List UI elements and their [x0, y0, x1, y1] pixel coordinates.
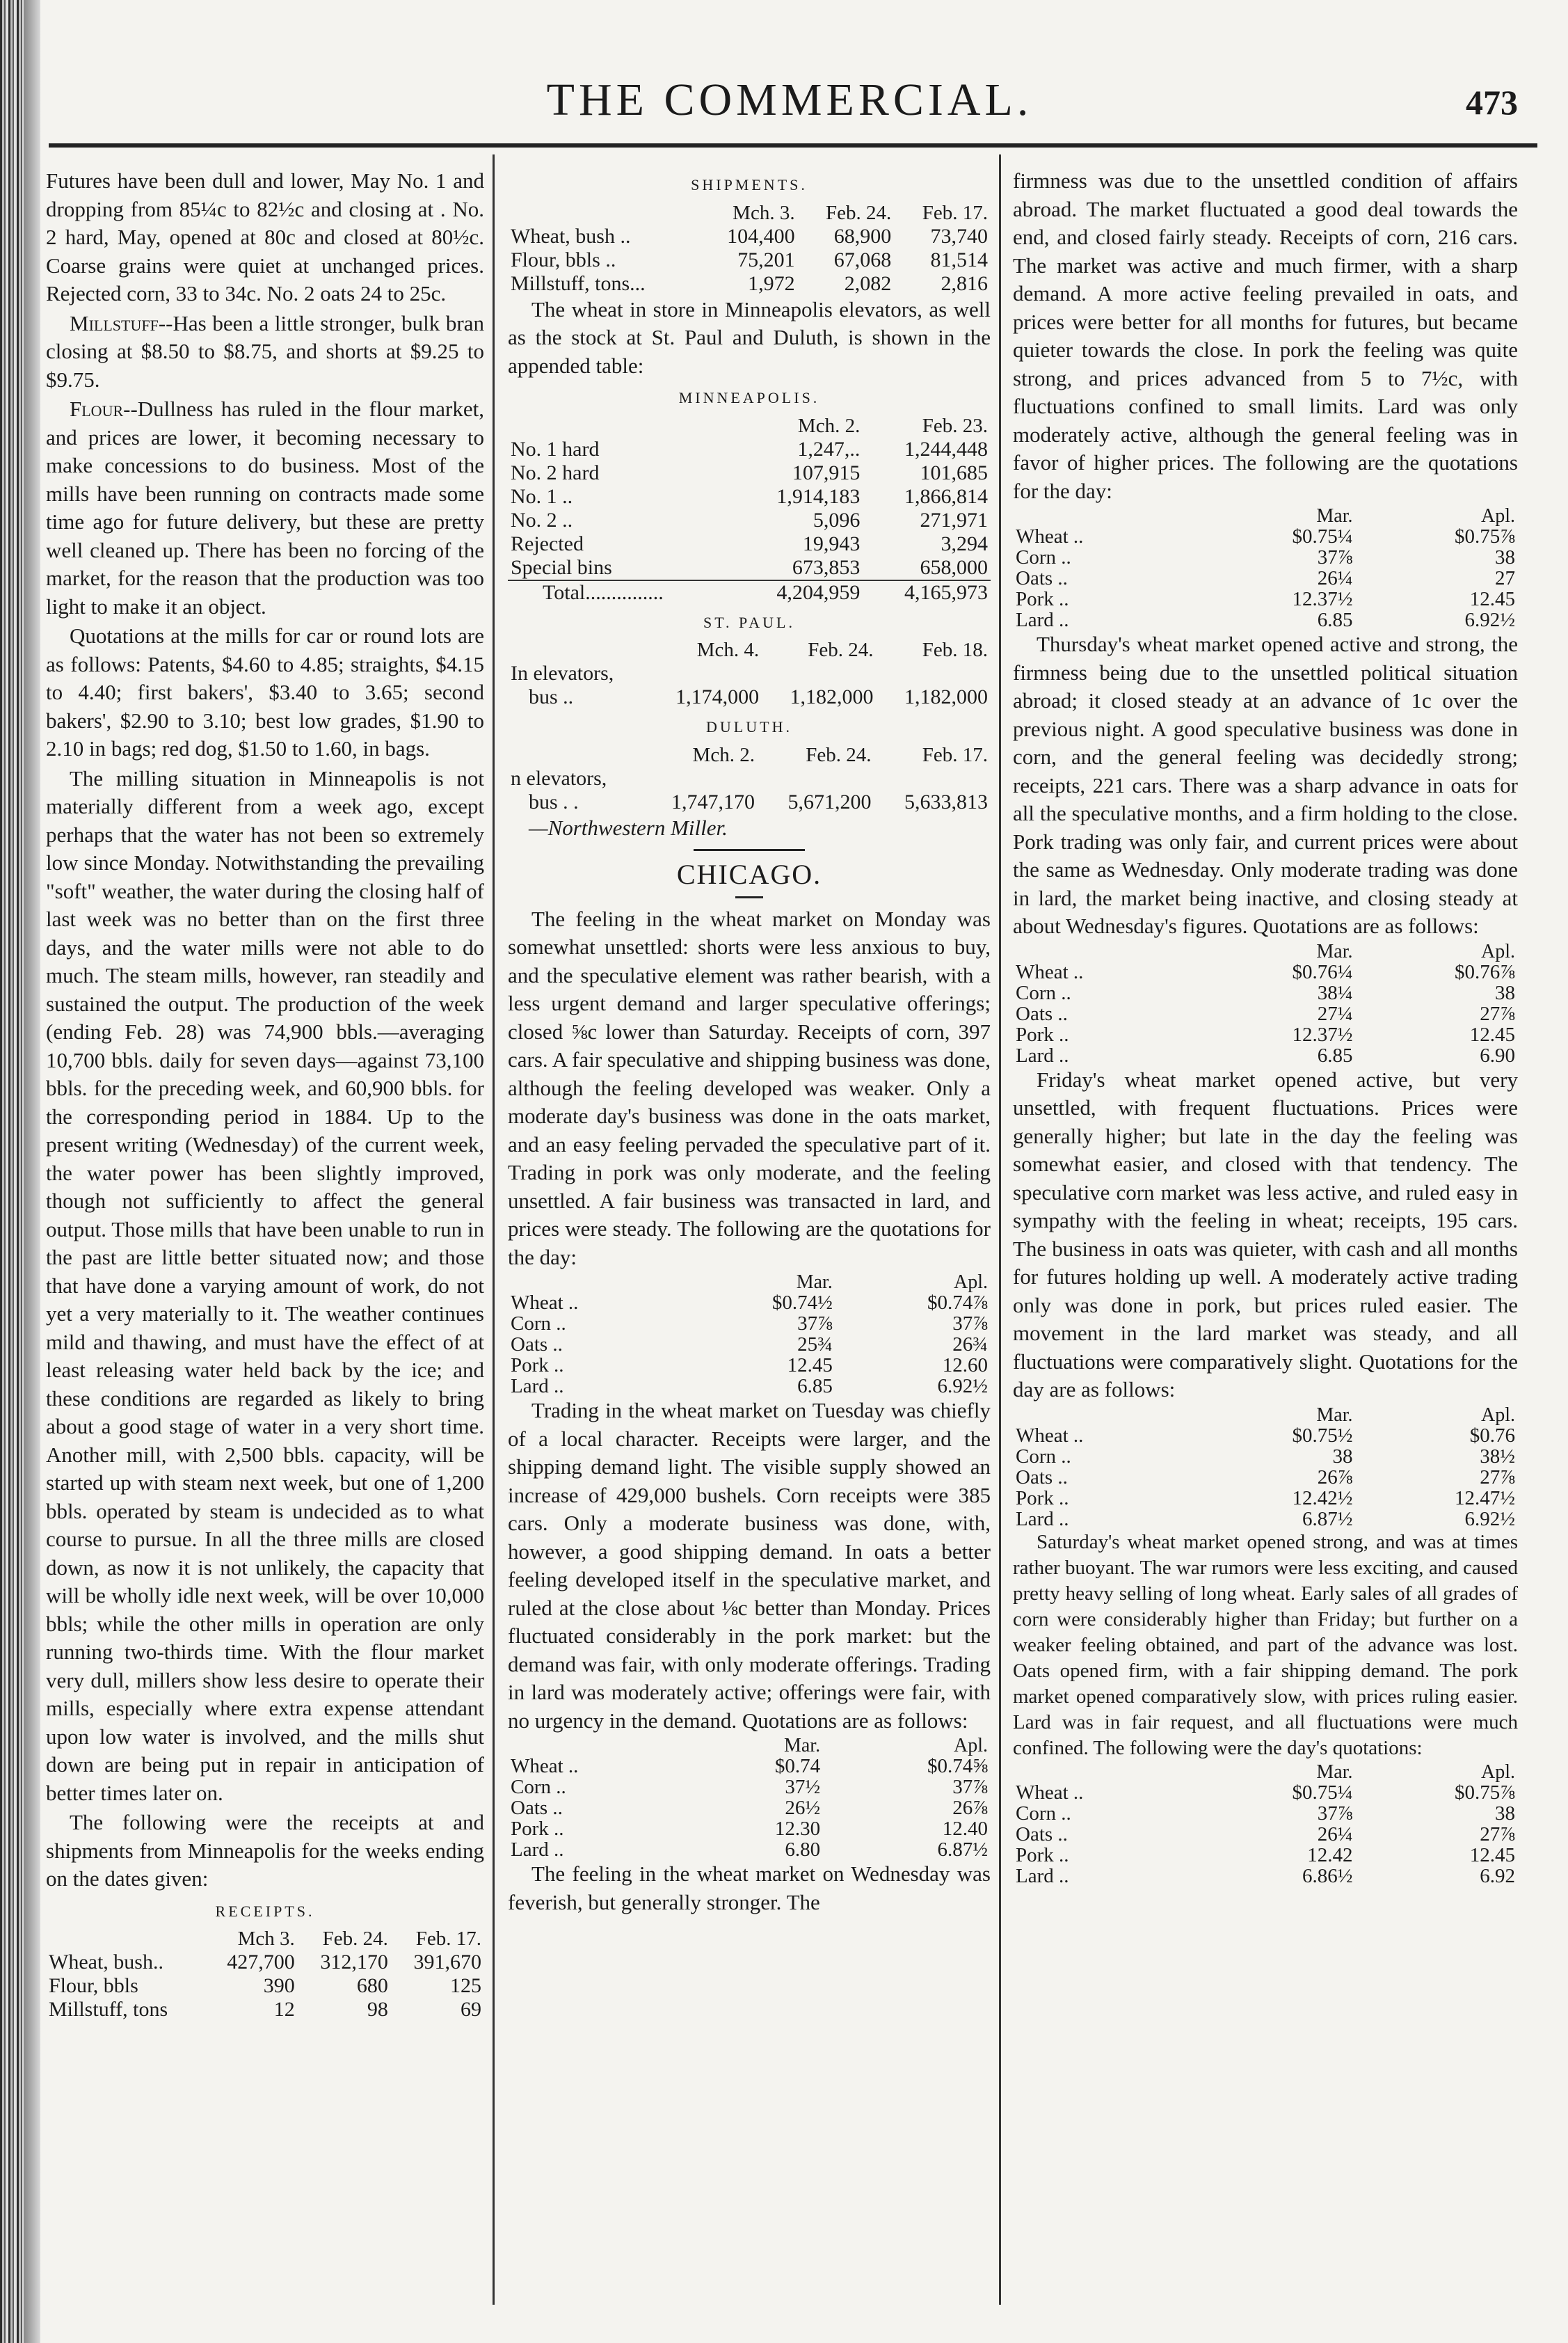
price: 12.47½ [1455, 1486, 1515, 1509]
row-label: No. 1 .. [511, 484, 573, 508]
commodity: Oats .. [1016, 1002, 1068, 1025]
price: 26¼ [1317, 567, 1353, 589]
table-row [1013, 1866, 1518, 1887]
cell: 73,740 [930, 224, 988, 248]
commodity: Oats .. [1016, 1822, 1068, 1845]
masthead-title: THE COMMERCIAL. [546, 74, 1033, 125]
price: 6.85 [797, 1375, 833, 1397]
row-label: No. 1 hard [511, 437, 600, 461]
row-label: Flour, bbls [49, 1974, 138, 1997]
price: 25¾ [797, 1333, 833, 1356]
table-row [508, 662, 991, 685]
table-row [508, 225, 991, 248]
duluth-col-head: Feb. 24. [806, 743, 872, 766]
quotes-wednesday [1013, 507, 1518, 630]
cell: 427,700 [227, 1951, 295, 1973]
commodity: Pork .. [511, 1818, 564, 1840]
commodity: Corn .. [1016, 546, 1071, 569]
price: $0.76⅞ [1455, 960, 1515, 983]
price: $0.74½ [771, 1292, 833, 1314]
mpls-col-head: Feb. 23. [922, 414, 988, 437]
lead-millstuff: Millstuff [70, 310, 159, 335]
quote-col-head: Mar. [1316, 940, 1353, 962]
row-label: Rejected [511, 532, 584, 555]
price: 12.37½ [1292, 1023, 1353, 1046]
page-number: 473 [1466, 83, 1518, 122]
mpls-col-head: Mch. 2. [797, 414, 861, 437]
cell: 104,400 [727, 224, 795, 248]
binding-edge [0, 0, 24, 2343]
price: 27⅞ [1480, 1002, 1515, 1025]
cell: 658,000 [920, 555, 988, 579]
commodity: Wheat .. [511, 1292, 579, 1314]
price: $0.76¼ [1292, 960, 1353, 983]
table-row [1013, 1467, 1518, 1488]
price: 38½ [1480, 1445, 1515, 1468]
cell: 107,915 [792, 461, 861, 484]
table-row [1013, 962, 1518, 983]
commodity: Wheat .. [511, 1755, 579, 1777]
quote-col-head: Mar. [783, 1735, 821, 1756]
shipments-table [508, 201, 991, 296]
table-row [1013, 547, 1518, 568]
table-row [1013, 983, 1518, 1003]
table-row [508, 1334, 991, 1355]
cell: 1,174,000 [675, 685, 760, 708]
price: 6.87½ [937, 1838, 988, 1861]
price: 27 [1495, 567, 1515, 589]
price: 12.40 [942, 1818, 988, 1840]
price: 26⅞ [952, 1797, 988, 1819]
table-row [508, 272, 991, 296]
shipments-col-head: Mch. 3. [733, 201, 795, 224]
paragraph-quotations-mills: Quotations at the mills for car or round lots are as follows: Patents, $4.60 to 4.85; straights, $4.15 to 4.40; first bakers', $3.40 to 3.65; second bakers', $2.90 to 3.10; best low grades, $1.90 to 2.10 in bags; red dog, $1.50 to 1.60, in bags. [46, 624, 484, 761]
price: 37½ [785, 1776, 821, 1798]
table-row [1013, 589, 1518, 610]
quotes-friday [1013, 1406, 1518, 1530]
table-row [46, 1951, 484, 1974]
table-row [1013, 1782, 1518, 1803]
cell: 5,633,813 [904, 790, 988, 813]
price: 38 [1495, 546, 1515, 569]
price: 6.87½ [1302, 1507, 1353, 1530]
column-3 [1013, 167, 1518, 1887]
table-row [1013, 1488, 1518, 1509]
duluth-table [508, 743, 991, 814]
paragraph-saturday: Saturday's wheat market opened strong, and was at times rather buoyant. The war rumors were less exciting, and caused pretty heavy selling of long wheat. Early sales of all grades of corn were considerably higher than Friday; but further on a weaker feeling obtained, and part of the advance was lost. Oats opened firm, with a fair shipping demand. The pork market opened comparatively slow, with prices ruling easier. Lard was in fair request, and all fluctuations were much confined. The following were the day's quotations: [1013, 1530, 1518, 1759]
stpaul-col-head: Feb. 18. [922, 639, 988, 661]
price: 37⅞ [952, 1776, 988, 1798]
row-label: bus .. [529, 685, 574, 708]
table-row [1013, 1024, 1518, 1045]
price: 27⅞ [1480, 1822, 1515, 1845]
cell: 5,096 [813, 508, 861, 532]
table-row [508, 1355, 991, 1376]
table-row [1013, 526, 1518, 547]
row-label: No. 2 hard [511, 461, 600, 484]
commodity: Pork .. [1016, 1486, 1069, 1509]
quotes-saturday [1013, 1763, 1518, 1887]
section-rule-short [735, 896, 763, 898]
cell: 1,182,000 [790, 685, 874, 708]
commodity: Pork .. [1016, 1843, 1069, 1866]
cell: 68,900 [833, 224, 892, 248]
row-label: Flour, bbls .. [511, 248, 616, 271]
commodity: Oats .. [1016, 1466, 1068, 1488]
row-label: bus . . [529, 790, 579, 813]
price: 12.42 [1307, 1843, 1353, 1866]
header-rule [49, 143, 1537, 148]
price: $0.75⅞ [1455, 525, 1515, 548]
price: 12.45 [1469, 1023, 1515, 1046]
paragraph-thursday: Thursday's wheat market opened active and strong, the firmness being due to the unsettled political situation abroad; it closed steady at an advance of 1c over the previous night. A good speculative business was done in corn, and the general feeling was decidedly strong; receipts, 221 cars. There was a sharp advance in oats for all the speculative months, and a firm holding to the close. Pork trading was only fair, and current prices were about the same as Wednesday. Only moderate trading was done in lard, the market being inactive, and closing steady at about Wednesday's figures. Quotations are as follows: [1013, 632, 1518, 938]
cell: 81,514 [930, 248, 988, 271]
price: $0.75⅞ [1455, 1781, 1515, 1804]
st-paul-table [508, 638, 991, 709]
cell: 673,853 [792, 555, 861, 579]
stpaul-col-head: Feb. 24. [808, 639, 874, 661]
shipments-col-head: Feb. 24. [826, 201, 892, 224]
commodity: Oats .. [511, 1797, 563, 1819]
price: 37⅞ [952, 1312, 988, 1335]
commodity: Wheat .. [1016, 1424, 1084, 1447]
cell: 125 [450, 1974, 481, 1997]
price: 6.80 [785, 1838, 821, 1861]
price: $0.75¼ [1292, 1781, 1353, 1804]
paragraph-millstuff [46, 310, 484, 395]
cell: 1,244,448 [904, 437, 988, 461]
minneapolis-label: MINNEAPOLIS. [678, 389, 820, 406]
price: $0.75½ [1292, 1424, 1353, 1447]
commodity: Wheat .. [1016, 960, 1084, 983]
cell: 12 [273, 1998, 295, 2021]
price: 38¼ [1317, 981, 1353, 1004]
cell: 271,971 [920, 508, 988, 532]
quotes-thursday [1013, 942, 1518, 1066]
table-row [1013, 1803, 1518, 1824]
table-row [1013, 1845, 1518, 1866]
table-row [1013, 1824, 1518, 1845]
commodity: Lard .. [1016, 1864, 1069, 1887]
table-row [1013, 1425, 1518, 1446]
binding-shadow [24, 0, 40, 2343]
table-row [508, 556, 991, 580]
attribution: —Northwestern Miller. [529, 815, 728, 840]
table-row [508, 767, 991, 791]
paragraph-wednesday-cont: firmness was due to the unsettled condition of affairs abroad. The market fluctuated a good deal towards the end, and closed fairly steady. Receipts of corn, 216 cars. The market was active and much firmer, with a sharp demand. A more active feeling prevailed in oats, and prices were better for all months for futures, but became quieter towards the close. In pork the feeling was quite strong, and prices advanced from 5 to 7½c, with fluctuations confined to small limits. Lard was only moderately active, although the general feeling was in favor of higher prices. The following are the quotations for the day: [1013, 168, 1518, 503]
paragraph-wheat-in-store: The wheat in store in Minneapolis elevators, as well as the stock at St. Paul and Duluth, is shown in the appended table: [508, 296, 991, 378]
table-row [508, 1797, 991, 1818]
table-row [46, 1998, 484, 2022]
price: 38 [1332, 1445, 1353, 1468]
price: 12.30 [774, 1818, 821, 1840]
cell: 1,182,000 [904, 685, 988, 708]
table-row [508, 685, 991, 709]
price: 6.86½ [1302, 1864, 1353, 1887]
price: $0.76 [1469, 1424, 1515, 1447]
commodity: Corn .. [1016, 1802, 1071, 1825]
cell: 391,670 [413, 1951, 481, 1973]
price: 12.60 [942, 1354, 988, 1376]
price: 26½ [785, 1797, 821, 1819]
cell: 390 [263, 1974, 295, 1997]
commodity: Oats .. [511, 1333, 563, 1356]
table-row [508, 1839, 991, 1860]
commodity: Corn .. [1016, 981, 1071, 1004]
duluth-col-head: Mch. 2. [692, 743, 755, 766]
cell: 67,068 [833, 248, 892, 271]
price: 26¾ [952, 1333, 988, 1356]
table-row [508, 1777, 991, 1797]
cell: 3,294 [941, 532, 988, 555]
row-label: Millstuff, tons [49, 1998, 168, 2021]
section-rule [694, 849, 805, 851]
commodity: Lard .. [1016, 1044, 1069, 1067]
cell: 5,671,200 [787, 790, 872, 813]
price: 6.92½ [937, 1375, 988, 1397]
column-1 [46, 167, 484, 2022]
cell: 1,247,.. [797, 437, 861, 461]
quote-col-head: Apl. [954, 1735, 988, 1756]
quotes-tuesday [508, 1736, 991, 1860]
cell: 19,943 [802, 532, 861, 555]
quote-col-head: Apl. [1481, 1404, 1515, 1426]
price: $0.74 [774, 1755, 821, 1777]
receipts-col-head: Feb. 24. [322, 1928, 388, 1950]
quote-col-head: Apl. [1481, 1761, 1515, 1783]
table-row [1013, 610, 1518, 630]
table-row [508, 438, 991, 461]
total-row [508, 580, 991, 605]
receipts-col-head: Mch 3. [237, 1928, 295, 1950]
stpaul-col-head: Mch. 4. [696, 639, 760, 661]
table-row [1013, 1003, 1518, 1024]
commodity: Lard .. [511, 1838, 564, 1861]
row-label: In elevators, [511, 662, 614, 685]
table-row [508, 461, 991, 485]
cell: 1,914,183 [776, 484, 861, 508]
minneapolis-table [508, 414, 991, 605]
table-row [508, 791, 991, 814]
page-header [42, 67, 1537, 134]
price: 6.85 [1317, 1044, 1353, 1067]
price: 26⅞ [1317, 1466, 1353, 1488]
cell: 69 [461, 1998, 481, 2021]
paragraph-friday: Friday's wheat market opened active, but very unsettled, with frequent fluctuations. Prices were generally higher; but late in the day the feeling was somewhat easier, and closed with that tendency. The speculative corn market was less active, and ruled easy in sympathy with the feeling in wheat; receipts, 195 cars. The business in oats was quieter, with cash and all months for futures holding up well. A moderately active trading only was done in pork, but prices ruled easier. The movement in the lard market was steady, and all fluctuations were comparatively slight. Quotations for the day are as follows: [1013, 1067, 1518, 1401]
cell: 680 [356, 1974, 388, 1997]
price: 6.85 [1317, 609, 1353, 631]
row-label: Wheat, bush .. [511, 224, 631, 248]
commodity: Corn .. [1016, 1445, 1071, 1468]
price: $0.74⅞ [927, 1292, 988, 1314]
table-row [46, 1974, 484, 1998]
price: 37⅞ [797, 1312, 833, 1335]
paragraph-receipts-intro: The following were the receipts at and shipments from Minneapolis for the weeks ending on the dates given: [46, 1810, 484, 1891]
quote-col-head: Apl. [1481, 940, 1515, 962]
price: 6.90 [1480, 1044, 1515, 1067]
price: 27¼ [1317, 1002, 1353, 1025]
price: 6.92½ [1464, 1507, 1515, 1530]
price: 27⅞ [1480, 1466, 1515, 1488]
price: 6.92 [1480, 1864, 1515, 1887]
paragraph-monday: The feeling in the wheat market on Monday was somewhat unsettled: shorts were less anxious to buy, and the speculative element was rather bearish, with a less urgent demand and larger speculative offerings; closed ⅝c lower than Saturday. Receipts of corn, 397 cars. A fair speculative and shipping business was done, although the feeling developed was weaker. Only a moderate day's business was done in the oats market, and an easy feeling pervaded the speculative part of it. Trading in pork was only moderate, and the feeling unsettled. A fair business was transacted in lard, and prices were steady. The following are the quotations for the day: [508, 906, 991, 1269]
row-label: Special bins [511, 555, 612, 579]
price: $0.75¼ [1292, 525, 1353, 548]
cell: 1,972 [748, 271, 795, 295]
commodity: Lard .. [511, 1375, 564, 1397]
quote-col-head: Mar. [1316, 1404, 1353, 1426]
commodity: Pork .. [1016, 1023, 1069, 1046]
paragraph-flour [46, 395, 484, 621]
quote-col-head: Mar. [1316, 1761, 1353, 1783]
row-label: Wheat, bush.. [49, 1951, 163, 1973]
table-row [508, 1313, 991, 1334]
table-row [508, 1756, 991, 1777]
paragraph-tuesday: Trading in the wheat market on Tuesday was chiefly of a local character. Receipts were larger, and the shipping demand light. The visible supply showed an increase of 429,000 bushels. Corn receipts were 385 cars. Only a moderate business was done, with, however, a good shipping demand. In oats a better feeling developed itself in the speculative market, and ruled at the close about ⅛c better than Monday. Prices fluctuated considerably in the pork market: but the demand was fair, with only moderate offerings. Trading in lard was moderately active; offerings were fair, with no urgency in the demand. Quotations are as follows: [508, 1398, 991, 1733]
cell: 1,747,170 [671, 790, 755, 813]
cell: 4,165,973 [904, 580, 988, 604]
commodity: Oats .. [1016, 567, 1068, 589]
cell: 98 [367, 1998, 388, 2021]
table-row [508, 1818, 991, 1839]
price: 37⅞ [1317, 546, 1353, 569]
text-millstuff: --Has been a little stronger, bulk bran closing at $8.50 to $8.75, and shorts at $9.25 to $9.75. [46, 310, 484, 392]
chicago-heading: CHICAGO. [676, 859, 822, 890]
table-row [508, 509, 991, 532]
cell: 1,866,814 [904, 484, 988, 508]
column-divider-1 [493, 154, 495, 2305]
commodity: Corn .. [511, 1312, 566, 1335]
text-flour: --Dullness has ruled in the flour market, and prices are lower, it becoming necessary to make concessions to do business. Most of the mills have been running on contracts made some time ago for future delivery, but these are pretty well cleaned up. There has been no forcing of the market, for the reason that the production was too light to make it an object. [46, 397, 484, 619]
quote-col-head: Mar. [1316, 505, 1353, 527]
row-label: n elevators, [511, 766, 607, 790]
table-row [1013, 1509, 1518, 1530]
cell: 2,816 [941, 271, 988, 295]
table-row [508, 1292, 991, 1313]
cell: 4,204,959 [776, 580, 861, 604]
commodity: Corn .. [511, 1776, 566, 1798]
column-divider-2 [999, 154, 1001, 2305]
quote-col-head: Mar. [796, 1271, 833, 1293]
cell: 101,685 [920, 461, 988, 484]
lead-flour: Flour [70, 397, 124, 421]
price: 12.45 [787, 1354, 833, 1376]
quotes-monday [508, 1273, 991, 1397]
price: $0.74⅝ [927, 1755, 988, 1777]
st-paul-label: ST. PAUL. [703, 613, 795, 631]
table-row [508, 1376, 991, 1397]
receipts-label: RECEIPTS. [215, 1902, 315, 1920]
commodity: Wheat .. [1016, 1781, 1084, 1804]
price: 6.92½ [1464, 609, 1515, 631]
commodity: Lard .. [1016, 1507, 1069, 1530]
price: 12.42½ [1292, 1486, 1353, 1509]
cell: 75,201 [737, 248, 795, 271]
total-label: Total............... [543, 580, 664, 604]
price: 26¼ [1317, 1822, 1353, 1845]
duluth-col-head: Feb. 17. [922, 743, 988, 766]
price: 38 [1495, 1802, 1515, 1825]
shipments-label: SHIPMENTS. [691, 176, 808, 193]
quote-col-head: Apl. [954, 1271, 988, 1293]
price: 37⅞ [1317, 1802, 1353, 1825]
commodity: Pork .. [511, 1354, 564, 1376]
table-row [508, 248, 991, 272]
duluth-label: DULUTH. [706, 718, 792, 736]
price: 12.45 [1469, 588, 1515, 610]
shipments-col-head: Feb. 17. [922, 201, 988, 224]
commodity: Wheat .. [1016, 525, 1084, 548]
column-2 [508, 167, 991, 1918]
table-row [1013, 568, 1518, 589]
quote-col-head: Apl. [1481, 505, 1515, 527]
table-row [1013, 1446, 1518, 1467]
paragraph-milling-situation: The milling situation in Minneapolis is not materially different from a week ago, except perhaps that the water has not been so extremely low since Monday. Notwithstanding the prevailing "soft" weather, the water during the closing half of last week was no better than on the first three days, and the water mills were not able to do much. The steam mills, however, ran steadily and sustained the output. The production of the week (ending Feb. 28) was 74,900 bbls.—averaging 10,700 bbls. daily for seven days—against 73,100 bbls. for the preceding week, and 60,900 bbls. for the corresponding period in 1884. Up to the present writing (Wednesday) of the current week, the water power has been slightly improved, though not sufficiently to affect the general output. Those mills that have been unable to run in the past are little better situated now; and those that have done a varying amount of work, do not yet a very materially to it. The weather continues mild and thawing, and must have the effect of at least releasing water held back by the ice; and these conditions are regarded as likely to bring about a good stage of water in a very short time. Another mill, with 2,500 bbls. capacity, will be started up with steam next week, but one of 1,200 bbls. operated by steam is undecided as to what course to pursue. In all the three mills are closed down, as now it is not unlikely, the capacity that will be wholly idle next week, will be over 10,000 bbls; while the other mills in operation are only running two-thirds time. With the flour market very dull, millers show less desire to operate their mills, especially where extra expense attendant upon low water is involved, and the mills shut down are being put in repair in anticipation of better times later on. [46, 765, 484, 1805]
price: 12.45 [1469, 1843, 1515, 1866]
commodity: Lard .. [1016, 609, 1069, 631]
commodity: Pork .. [1016, 588, 1069, 610]
price: 38 [1495, 981, 1515, 1004]
table-row [508, 485, 991, 509]
cell: 2,082 [844, 271, 892, 295]
table-row [508, 532, 991, 556]
receipts-col-head: Feb. 17. [415, 1928, 481, 1950]
receipts-table [46, 1927, 484, 2022]
cell: 312,170 [320, 1951, 388, 1973]
paragraph-futures: Futures have been dull and lower, May No. 1 and dropping from 85¼c to 82½c and closing at . No. 2 hard, May, opened at 80c and closed at 80½c. Coarse grains were quiet at unchanged prices. Rejected corn, 33 to 34c. No. 2 oats 24 to 25c. [46, 168, 484, 305]
paragraph-wednesday-start: The feeling in the wheat market on Wednesday was feverish, but generally stronger. The [508, 1861, 991, 1914]
price: 12.37½ [1292, 588, 1353, 610]
row-label: Millstuff, tons... [511, 271, 646, 295]
table-row [1013, 1045, 1518, 1066]
row-label: No. 2 .. [511, 508, 573, 532]
